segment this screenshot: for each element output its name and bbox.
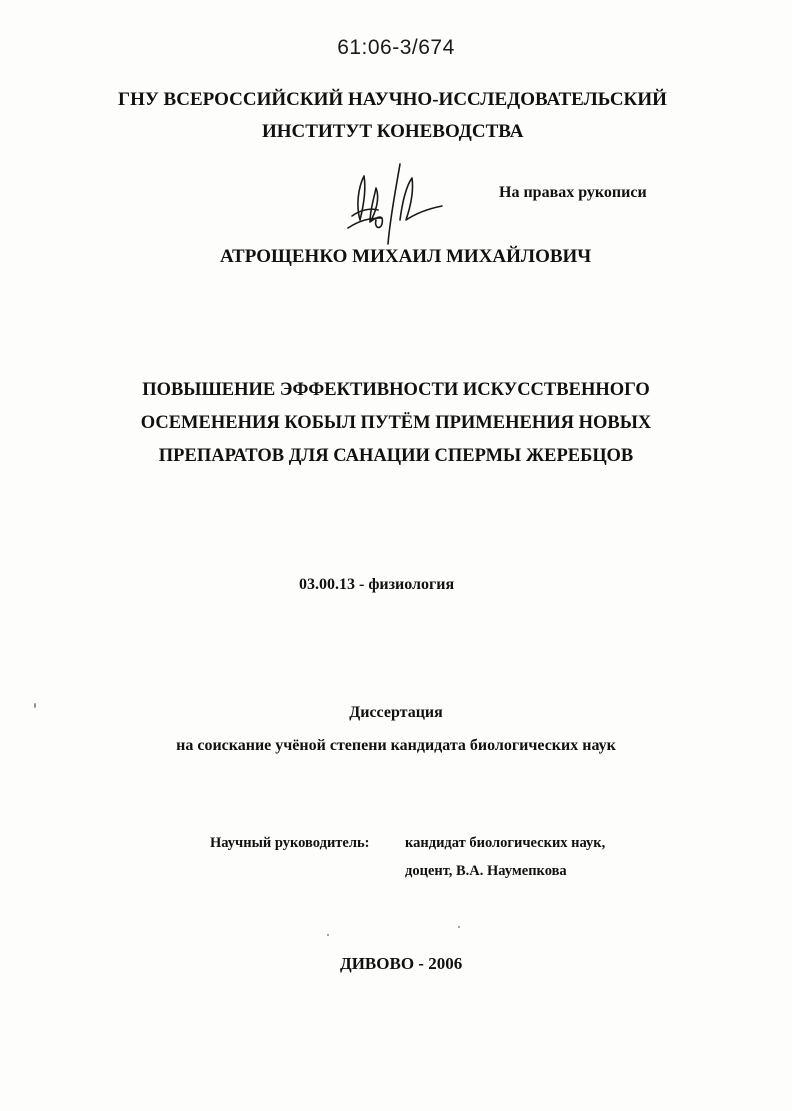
- author-name: АТРОЩЕНКО МИХАИЛ МИХАЙЛОВИЧ: [220, 246, 592, 267]
- supervisor-degree: кандидат биологических наук,: [405, 835, 606, 851]
- signature-icon: [330, 158, 450, 246]
- archive-code: 61:06-3/674: [337, 36, 455, 59]
- supervisor-label: Научный руководитель:: [210, 835, 370, 851]
- title-line-2: ОСЕМЕНЕНИЯ КОБЫЛ ПУТЁМ ПРИМЕНЕНИЯ НОВЫХ: [140, 413, 652, 433]
- title-line-3: ПРЕПАРАТОВ ДЛЯ САНАЦИИ СПЕРМЫ ЖЕРЕБЦОВ: [158, 446, 634, 466]
- specialty-code: 03.00.13 - физиология: [299, 576, 455, 593]
- institution-line-2: ИНСТИТУТ КОНЕВОДСТВА: [262, 121, 524, 142]
- supervisor-name: доцент, В.А. Наумепкова: [405, 863, 567, 879]
- scan-speck: [327, 934, 329, 936]
- institution-line-1: ГНУ ВСЕРОССИЙСКИЙ НАУЧНО-ИССЛЕДОВАТЕЛЬСКИЙ: [118, 89, 667, 110]
- rights-note: На правах рукописи: [499, 184, 647, 201]
- scan-speck: [34, 703, 36, 708]
- work-type: Диссертация: [349, 704, 443, 721]
- city-year: ДИВОВО - 2006: [340, 954, 463, 973]
- title-line-1: ПОВЫШЕНИЕ ЭФФЕКТИВНОСТИ ИСКУССТВЕННОГО: [142, 380, 650, 400]
- scan-speck: [458, 926, 460, 928]
- degree-line: на соискание учёной степени кандидата биологических наук: [176, 737, 616, 754]
